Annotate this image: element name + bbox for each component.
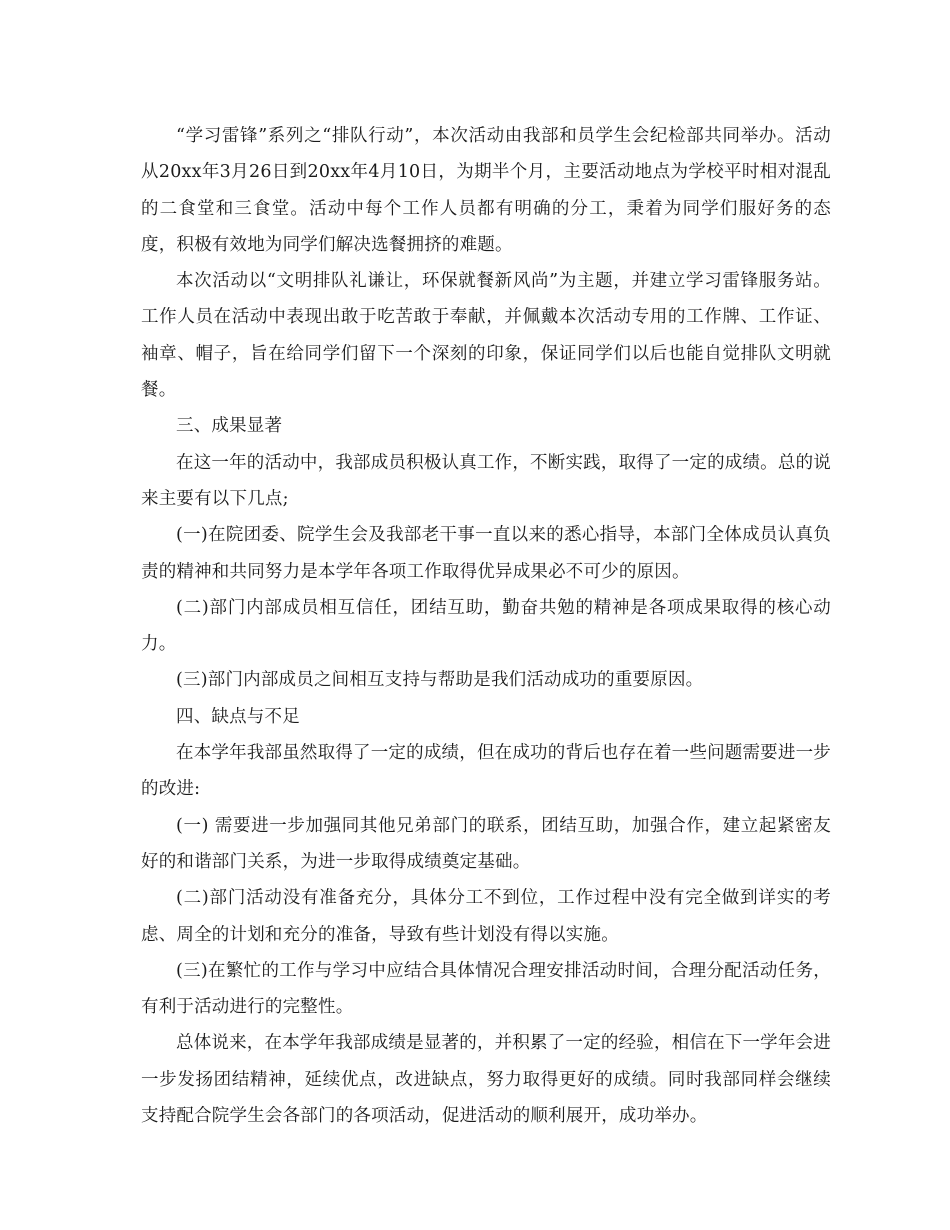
- paragraph-shortcoming-1: (一) 需要进一步加强同其他兄弟部门的联系，团结互助，加强合作，建立起紧密友好的和谐部门关系，为进一步取得成绩奠定基础。: [141, 815, 831, 872]
- paragraph-shortcoming-3: (三)在繁忙的工作与学习中应结合具体情况合理安排活动时间，合理分配活动任务，有利于活动进行的完整性。: [141, 960, 831, 1018]
- paragraph-queue-activity: “学习雷锋”系列之“排队行动”，本次活动由我部和员学生会纪检部共同举办。活动从20xx年3月26日到20xx年4月10日，为期半个月，主要活动地点为学校平时相对混乱的二食堂和三食堂。活动中每个工作人员都有明确的分工，秉着为同学们服好务的态度，积极有效地为同学们解决选餐拥挤的难题。: [141, 126, 831, 255]
- paragraph-shortcoming-2: (二)部门活动没有准备充分，具体分工不到位，工作过程中没有完全做到详实的考虑、周全的计划和充分的准备，导致有些计划没有得以实施。: [141, 888, 831, 945]
- section-heading-shortcomings: 四、缺点与不足: [176, 706, 300, 727]
- paragraph-results-intro: 在这一年的活动中，我部成员积极认真工作，不断实践，取得了一定的成绩。总的说来主要有以下几点;: [141, 452, 831, 509]
- paragraph-activity-theme: 本次活动以“文明排队礼谦让，环保就餐新风尚”为主题，并建立学习雷锋服务站。工作人员在活动中表现出敢于吃苦敢于奉献，并佩戴本次活动专用的工作牌、工作证、袖章、帽子，旨在给同学们留下一个深刻的印象，保证同学们以后也能自觉排队文明就餐。: [141, 271, 831, 401]
- paragraph-result-1: (一)在院团委、院学生会及我部老干事一直以来的悉心指导，本部门全体成员认真负责的精神和共同努力是本学年各项工作取得优异成果必不可少的原因。: [141, 525, 831, 582]
- paragraph-result-2: (二)部门内部成员相互信任，团结互助，勤奋共勉的精神是各项成果取得的核心动力。: [141, 597, 831, 655]
- paragraph-conclusion: 总体说来，在本学年我部成绩是显著的，并积累了一定的经验，相信在下一学年会进一步发扬团结精神，延续优点，改进缺点，努力取得更好的成绩。同时我部同样会继续支持配合院学生会各部门的各项活动，促进活动的顺利展开，成功举办。: [141, 1033, 831, 1127]
- paragraph-shortcomings-intro: 在本学年我部虽然取得了一定的成绩，但在成功的背后也存在着一些问题需要进一步的改进:: [141, 743, 831, 800]
- document-body: [141, 118, 831, 1134]
- paragraph-result-3: (三)部门内部成员之间相互支持与帮助是我们活动成功的重要原因。: [176, 670, 704, 691]
- section-heading-results: 三、成果显著: [176, 416, 283, 437]
